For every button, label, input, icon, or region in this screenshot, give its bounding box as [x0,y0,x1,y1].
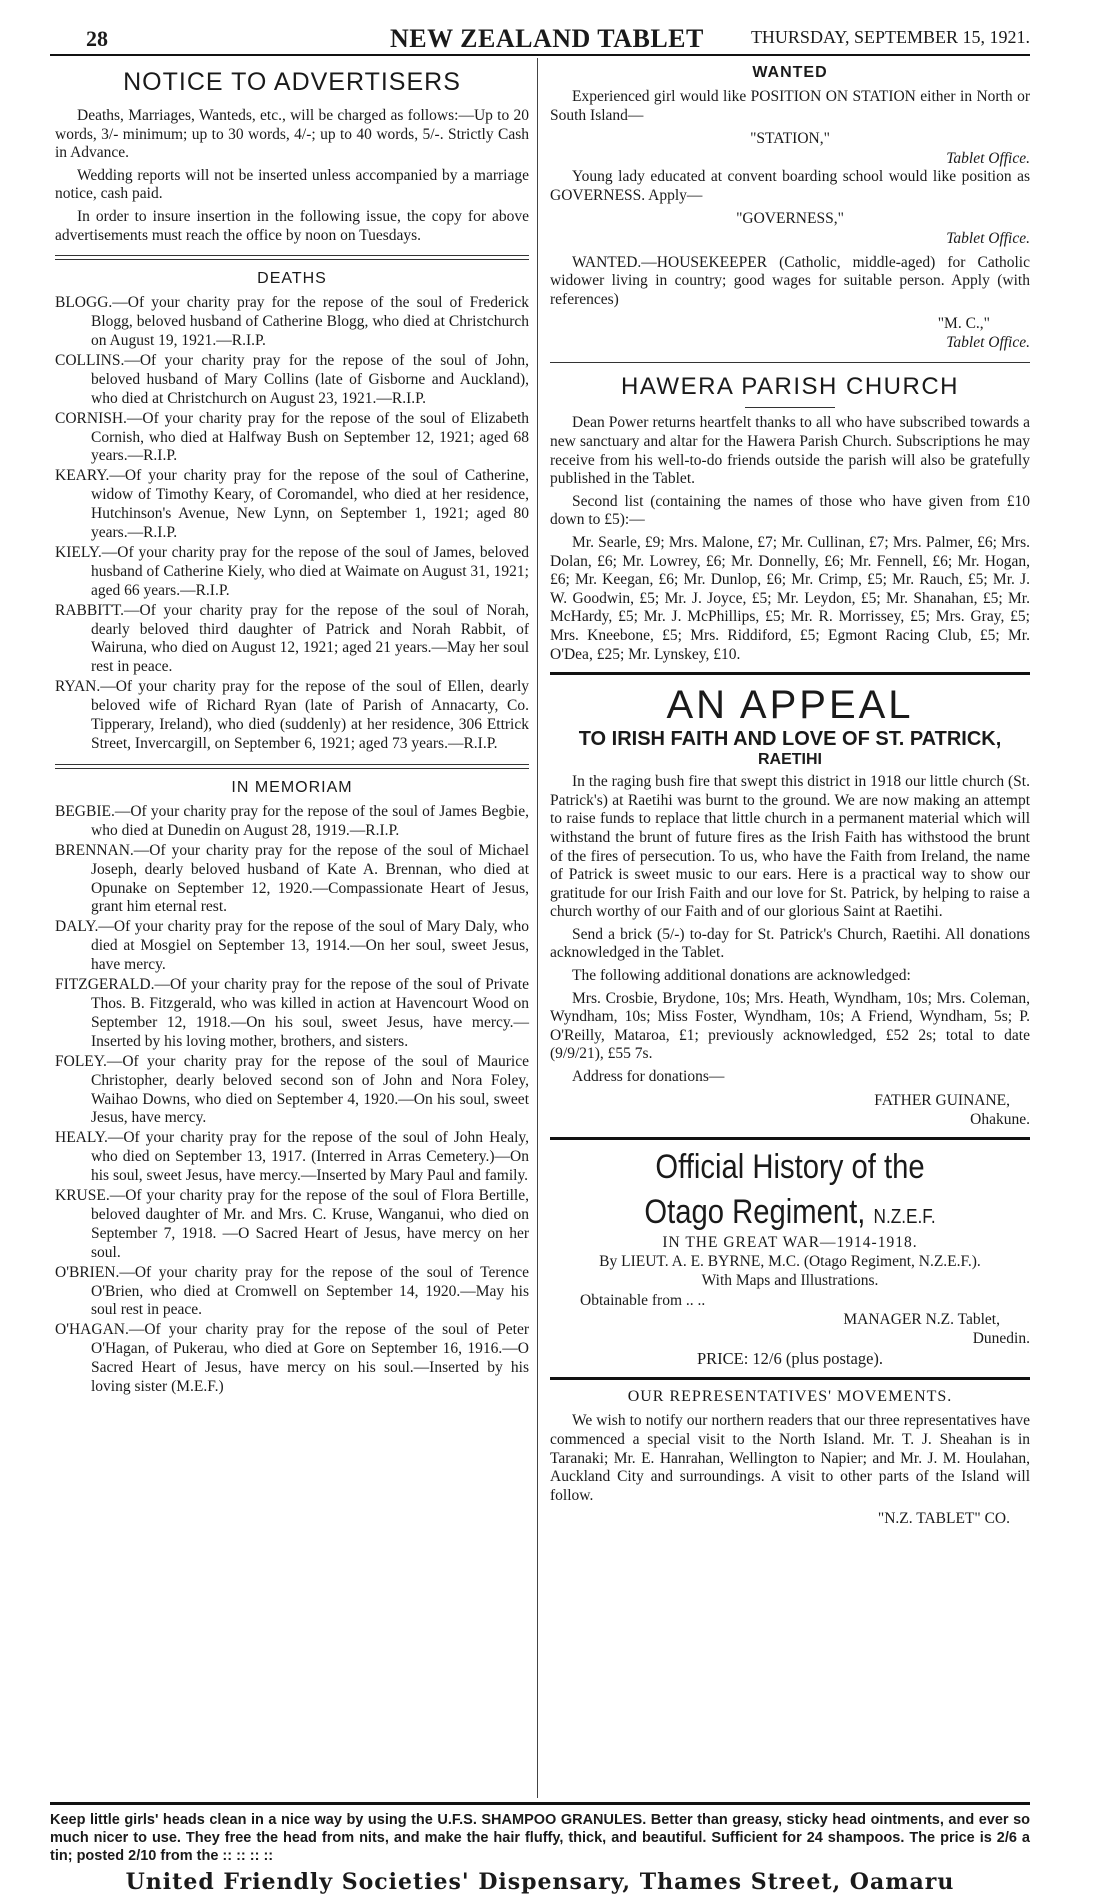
memoriam-entry: FITZGERALD.—Of your charity pray for the repose of the soul of Private Thos. B. Fitzgerald, who was killed in action at Havencourt Wood on September 12, 1918.—On his soul, sweet Jesus, have mercy.—Inserted by his loving mother, brothers, and sisters. [55,976,529,1050]
history-title-regiment: Otago Regiment, [644,1193,866,1232]
reps-signature: "N.Z. TABLET" CO. [877,1510,1010,1528]
history-manager: MANAGER N.Z. Tablet, [843,1311,1000,1329]
section-rule [550,1377,1030,1380]
left-column [55,62,529,1398]
memoriam-entry: DALY.—Of your charity pray for the repose of the soul of Mary Daly, who died at Mosgiel on September 13, 1914.—On her soul, sweet Jesus, have mercy. [55,918,529,974]
memoriam-entry: BRENNAN.—Of your charity pray for the repose of the soul of Michael Joseph, dearly beloved husband of Kate A. Brennan, who died at Opunake on September 12, 1920.—Compassionate Heart of Jesus, grant him eternal rest. [55,841,529,916]
appeal-brick: Send a brick (5/-) to-day for St. Patrick's Church, Raetihi. All donations acknowledged in the Tablet. [550,925,1030,962]
appeal-location: RAETIHI [758,751,822,769]
appeal-donations-intro: The following additional donations are acknowledged: [572,967,911,985]
hawera-heading: HAWERA PARISH CHURCH [620,373,960,401]
appeal-address: Address for donations— [572,1068,725,1086]
wanted-heading: WANTED [752,64,828,81]
section-rule [550,672,1030,675]
appeal-subtitle: TO IRISH FAITH AND LOVE OF ST. PATRICK, [578,728,1002,751]
deaths-heading: DEATHS [257,270,327,288]
death-entry: CORNISH.—Of your charity pray for the repose of the soul of Elizabeth Cornish, who died at Halfway Bush on September 12, 1921; aged 68 years.—R.I.P. [55,409,529,465]
masthead-title: NEW ZEALAND TABLET [390,24,704,53]
death-entry: RYAN.—Of your charity pray for the repose of the soul of Ellen, dearly beloved wife of Richard Ryan (late of Parish of Annacarty, Co. Tipperary, Ireland), who died (suddenly) at her residence, 306 Ettrick Street, Invercargill, on September 6, 1921; aged 73 years.—R.I.P. [55,678,529,752]
notice-heading: NOTICE TO ADVERTISERS [123,68,461,96]
history-title-line1: Official History of the [655,1148,925,1187]
wanted-code-governess: "GOVERNESS," [736,210,844,228]
notice-deadline: In order to insure insertion in the following issue, the copy for above advertisements must reach the office by noon on Tuesdays. [55,207,529,244]
wanted-ad-governess: Young lady educated at convent boarding school would like position as GOVERNESS. Apply— [550,167,1030,204]
history-city: Dunedin. [972,1330,1030,1348]
short-rule [745,407,835,408]
page-header [50,18,1030,54]
issue-date: THURSDAY, SEPTEMBER 15, 1921. [750,27,1030,47]
history-nzef: N.Z.E.F. [873,1206,936,1229]
memoriam-entry: KRUSE.—Of your charity pray for the repose of the soul of Flora Bertille, beloved daughter of Mr. and Mrs. C. Kruse, Wanganui, who died on September 7, 1918. —O Sacred Heart of Jesus, have mercy on her soul. [55,1187,529,1261]
notice-rates: Deaths, Marriages, Wanteds, etc., will be charged as follows:—Up to 20 words, 3/- minimum; up to 30 words, 4/-; up to 40 words, 5/-. Strictly Cash in Advance. [55,107,529,162]
memoriam-list [55,803,529,1397]
wanted-code-station: "STATION," [750,130,830,148]
history-maps: With Maps and Illustrations. [701,1272,879,1290]
page-number: 28 [86,26,108,51]
history-obtainable: Obtainable from .. .. [580,1291,706,1309]
bottom-advertisement [50,1802,1030,1895]
appeal-body: In the raging bush fire that swept this district in 1918 our little church (St. Patrick's) at Raetihi was burnt to the ground. We are now making an attempt to raise funds to replace that little church in a permanent material which will withstand the brunt of future fires as the Irish Faith has withstood the brunt of the fires of persecution. To us, who have the Faith from Ireland, the name of Patrick is sweet music to our ears. Here is a practical way to show our gratitude for our Irish Faith and our love for St. Patrick, by helping to raise a church worthy of our Faith and of our glorious Saint at Raetihi. [550,773,1030,921]
history-title-line2 [584,1193,997,1232]
hawera-list-intro: Second list (containing the names of those who have given from £10 down to £5):— [550,492,1030,529]
appeal-signatory-place: Ohakune. [970,1111,1030,1128]
memoriam-entry: BEGBIE.—Of your charity pray for the repose of the soul of James Begbie, who died at Dunedin on August 28, 1919.—R.I.P. [55,802,529,839]
hawera-donors: Mr. Searle, £9; Mrs. Malone, £7; Mr. Cullinan, £7; Mrs. Palmer, £6; Mrs. Dolan, £6; Mr. Lowrey, £6; Mr. Donnelly, £6; Mr. Fennell, £6; Mr. Hogan, £6; Mr. Keegan, £6; Mr. Dunlop, £6; Mr. Crimp, £5; Mr. Rauch, £5; Mr. J. W. Goodwin, £5; Mr. J. Joyce, £5; Mr. Leydon, £5; Mr. Shanahan, £5; Mr. McHardy, £5; Mr. J. McPhillips, £5; Mr. R. Morrissey, £5; Mrs. Gray, £5; Mrs. Kneebone, £5; Mrs. Riddiford, £5; Egmont Racing Club, £5; Mr. O'Dea, £25; Mr. Lynskey, £10. [550,533,1030,663]
wanted-office-station: Tablet Office. [946,149,1030,167]
history-price: PRICE: 12/6 (plus postage). [696,1348,884,1368]
right-column [550,62,1030,1529]
wanted-office-governess: Tablet Office. [946,229,1030,247]
section-rule [55,255,529,260]
memoriam-entry: FOLEY.—Of your charity pray for the repose of the soul of Maurice Christopher, dearly beloved second son of John and Nora Foley, Waihao Downs, who died on September 4, 1920.—On his soul, sweet Jesus, have mercy. [55,1052,529,1127]
column-divider [537,58,538,1798]
memoriam-entry: O'BRIEN.—Of your charity pray for the repose of the soul of Terence O'Brien, who died at Cromwell on September 14, 1920.—May his soul rest in peace. [55,1263,529,1319]
death-entry: KEARY.—Of your charity pray for the repose of the soul of Catherine, widow of Timothy Keary, of Coromandel, who died at her residence, Hutchinson's Avenue, New Lynn, on September 1, 1921; aged 80 years.—R.I.P. [55,467,529,542]
memoriam-heading: IN MEMORIAM [231,778,353,796]
dispensary-name: United Friendly Societies' Dispensary, Thames Street, Oamaru [125,1869,955,1896]
newspaper-page [50,18,1030,1896]
appeal-title: AN APPEAL [666,683,914,728]
history-subtitle: IN THE GREAT WAR—1914-1918. [662,1233,918,1251]
memoriam-entry: O'HAGAN.—Of your charity pray for the repose of the soul of Peter O'Hagan, of Pukerau, who died at Gore on September 16, 1916.—O Sacred Heart of Jesus, have mercy on his soul.—Inserted by his loving sister (M.E.F.) [55,1321,529,1396]
death-entry: BLOGG.—Of your charity pray for the repose of the soul of Frederick Blogg, beloved husband of Catherine Blogg, who died at Christchurch on August 19, 1921.—R.I.P. [55,294,529,349]
hawera-thanks: Dean Power returns heartfelt thanks to all who have subscribed towards a new sanctuary and altar for the Hawera Parish Church. Subscriptions he may receive from his well-to-do friends outside the parish will also be gratefully published in the Tablet. [550,414,1030,488]
appeal-signatory: FATHER GUINANE, [874,1091,1010,1109]
death-entry: COLLINS.—Of your charity pray for the repose of the soul of John, beloved husband of Mary Collins (late of Gisborne and Auckland), who died at Christchurch on August 23, 1921.—R.I.P. [55,351,529,407]
section-rule [550,362,1030,363]
wanted-code-housekeeper: "M. C.," [937,314,990,332]
header-rule [50,54,1030,56]
history-author: By LIEUT. A. E. BYRNE, M.C. (Otago Regiment, N.Z.E.F.). [599,1252,981,1270]
deaths-list [55,294,529,754]
wanted-office-housekeeper: Tablet Office. [946,334,1030,352]
section-rule [55,764,529,769]
appeal-donations: Mrs. Crosbie, Brydone, 10s; Mrs. Heath, Wyndham, 10s; Mrs. Coleman, Wyndham, 10s; Miss Foster, Wyndham, 10s; A Friend, Wyndham, 5s; P. O'Reilly, Mataroa, £1; previously acknowledged, £52 2s; total to date (9/9/21), £55 7s. [550,989,1030,1063]
shampoo-ad-text: Keep little girls' heads clean in a nice way by using the U.F.S. SHAMPOO GRANULES. Better than greasy, sticky head ointments, and ever so much nicer to use. They free the head from nits, and make the hair fluffy, thick, and beautiful. Sufficient for 24 shampoos. The price is 2/6 a tin; posted 2/10 from the :: :: :: :: [50,1812,1030,1865]
section-rule [550,1137,1030,1140]
reps-body: We wish to notify our northern readers that our three representatives have commenced a special visit to the North Island. Mr. T. J. Sheahan is in Taranaki; Mr. E. Hanrahan, Wellington to Napier; and Mr. J. M. Houlahan, Auckland City and surroundings. A visit to other parts of the Island will follow. [550,1412,1030,1504]
wanted-ad-housekeeper: WANTED.—HOUSEKEEPER (Catholic, middle-aged) for Catholic widower living in country; good wages for suitable person. Apply (with references) [550,253,1030,309]
death-entry: KIELY.—Of your charity pray for the repose of the soul of James, beloved husband of Catherine Kiely, who died at Waimate on August 31, 1921; aged 66 years.—R.I.P. [55,543,529,599]
memoriam-entry: HEALY.—Of your charity pray for the repose of the soul of John Healy, who died on September 13, 1917. (Interred in Arras Cemetery.)—On his soul, sweet Jesus, have mercy.—Inserted by Mary Paul and family. [55,1129,529,1185]
death-entry: RABBITT.—Of your charity pray for the repose of the soul of Norah, dearly beloved third daughter of Patrick and Norah Rabbit, of Wairuna, who died on August 12, 1921; aged 21 years.—May her soul rest in peace. [55,601,529,676]
reps-heading: OUR REPRESENTATIVES' MOVEMENTS. [627,1388,953,1406]
notice-wedding: Wedding reports will not be inserted unless accompanied by a marriage notice, cash paid. [55,166,529,203]
wanted-ad-station: Experienced girl would like POSITION ON STATION either in North or South Island— [550,88,1030,124]
ad-rule [50,1802,1030,1805]
